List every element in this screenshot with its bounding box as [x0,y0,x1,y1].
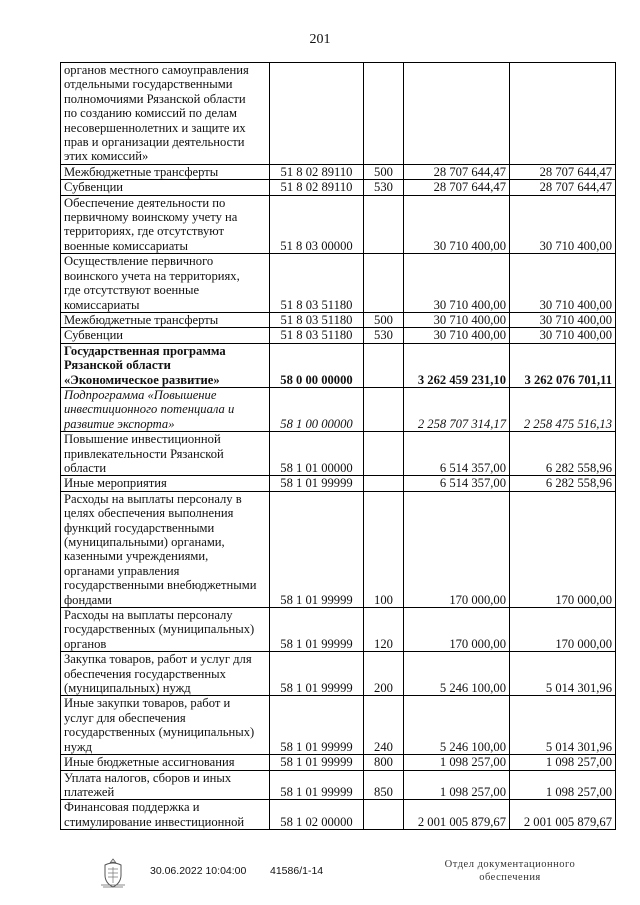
row-sum-2022-cell: 30 710 400,00 [404,195,510,254]
row-sum-2022-executed-cell: 2 001 005 879,67 [510,800,616,830]
table-row [61,63,616,165]
row-sum-2022-cell: 30 710 400,00 [404,328,510,343]
row-name-line: Рязанской области [64,358,171,373]
row-name-line: органов [64,636,107,651]
row-expense-type-cell: 530 [364,180,404,195]
row-expense-type-cell: 120 [364,608,404,652]
page-footer [0,855,640,895]
row-expense-type-cell: 850 [364,770,404,800]
row-name-line: Субвенции [64,180,124,195]
row-sum-2022-executed-cell: 30 710 400,00 [510,312,616,327]
table-row [61,432,616,476]
row-code-cell: 51 8 03 51180 [270,312,364,327]
row-name-line: государственных (муниципальных) [64,725,255,740]
row-name-line: Уплата налогов, сборов и иных [64,770,232,785]
row-sum-2022-cell: 170 000,00 [404,491,510,607]
row-name-line: (муниципальных) нужд [64,681,191,696]
table-row [61,770,616,800]
row-name-line: целях обеспечения выполнения [64,506,234,521]
row-expense-type-cell [364,63,404,165]
row-name-line: по созданию комиссий по делам [64,106,237,121]
row-name-line: обеспечения государственных [64,666,226,681]
row-sum-2022-cell: 30 710 400,00 [404,254,510,313]
department-stamp-line: обеспечения [479,872,541,883]
row-expense-type-cell: 200 [364,652,404,696]
row-name-cell [61,800,270,830]
row-name-cell [61,254,270,313]
row-sum-2022-cell: 28 707 644,47 [404,164,510,179]
stamp-date: 30.06.2022 10:04:00 [150,865,247,877]
row-name-line: отдельными государственными [64,77,233,92]
row-expense-type-cell [364,800,404,830]
row-code-cell [270,63,364,165]
row-name-line: Иные закупки товаров, работ и [64,696,231,711]
row-sum-2022-executed-cell: 28 707 644,47 [510,180,616,195]
row-sum-2022-cell [404,63,510,165]
table-row [61,800,616,830]
coat-of-arms-icon [98,857,128,889]
row-name-line: Обеспечение деятельности по [64,195,226,210]
row-name-line: фондами [64,592,112,607]
row-name-line: функций государственными [64,520,215,535]
row-name-line: Расходы на выплаты персоналу в [64,491,242,506]
row-name-line: Межбюджетные трансферты [64,164,219,179]
row-code-cell: 51 8 02 89110 [270,180,364,195]
table-row [61,476,616,491]
row-name-line: органами управления [64,563,180,578]
row-name-line: Финансовая поддержка и [64,800,200,815]
row-name-cell [61,476,270,491]
row-sum-2022-executed-cell: 5 014 301,96 [510,652,616,696]
table-row [61,343,616,387]
row-sum-2022-cell: 1 098 257,00 [404,770,510,800]
row-code-cell: 58 1 01 99999 [270,696,364,755]
row-sum-2022-executed-cell: 1 098 257,00 [510,755,616,770]
row-sum-2022-cell: 6 514 357,00 [404,476,510,491]
row-sum-2022-cell: 1 098 257,00 [404,755,510,770]
row-name-line: Иные бюджетные ассигнования [64,755,235,770]
row-sum-2022-cell: 5 246 100,00 [404,652,510,696]
row-name-line: развитие экспорта» [64,416,175,431]
row-sum-2022-executed-cell: 30 710 400,00 [510,195,616,254]
row-expense-type-cell [364,254,404,313]
row-sum-2022-executed-cell: 6 282 558,96 [510,432,616,476]
row-code-cell: 58 1 00 00000 [270,387,364,431]
row-sum-2022-executed-cell [510,63,616,165]
row-sum-2022-cell: 2 001 005 879,67 [404,800,510,830]
row-name-line: инвестиционного потенциала и [64,402,235,417]
department-stamp [440,858,580,884]
row-name-line: где отсутствуют военные [64,283,200,298]
row-name-line: первичному воинскому учету на [64,210,238,225]
row-name-line: воинского учета на территориях, [64,268,240,283]
row-name-line: стимулирование инвестиционной [64,814,245,829]
row-sum-2022-executed-cell: 28 707 644,47 [510,164,616,179]
row-sum-2022-executed-cell: 30 710 400,00 [510,328,616,343]
row-sum-2022-cell: 30 710 400,00 [404,312,510,327]
row-name-line: нужд [64,739,92,754]
table-row [61,328,616,343]
row-name-line: Расходы на выплаты персоналу [64,608,233,623]
row-code-cell: 58 1 01 99999 [270,755,364,770]
row-name-line: платежей [64,784,115,799]
row-name-line: «Экономическое развитие» [64,372,220,387]
table-row [61,491,616,607]
table-row [61,755,616,770]
row-sum-2022-executed-cell: 170 000,00 [510,608,616,652]
row-sum-2022-cell: 28 707 644,47 [404,180,510,195]
row-name-cell [61,343,270,387]
row-name-cell [61,652,270,696]
row-sum-2022-executed-cell: 170 000,00 [510,491,616,607]
department-stamp-line: Отдел документационного [444,859,576,870]
row-expense-type-cell: 100 [364,491,404,607]
row-name-line: несовершеннолетних и защите их [64,120,246,135]
row-code-cell: 51 8 02 89110 [270,164,364,179]
row-sum-2022-executed-cell: 30 710 400,00 [510,254,616,313]
row-code-cell: 58 1 01 99999 [270,608,364,652]
row-code-cell: 51 8 03 51180 [270,328,364,343]
row-sum-2022-cell: 170 000,00 [404,608,510,652]
row-name-line: Субвенции [64,328,124,343]
row-name-line: Государственная программа [64,343,226,358]
row-name-cell [61,195,270,254]
row-name-line: Закупка товаров, работ и услуг для [64,652,252,667]
row-name-cell [61,432,270,476]
row-code-cell: 58 1 01 99999 [270,770,364,800]
row-name-line: территориях, где отсутствуют [64,224,224,239]
row-sum-2022-cell: 6 514 357,00 [404,432,510,476]
document-number: 41586/1-14 [270,865,324,877]
table-row [61,254,616,313]
row-name-line: услуг для обеспечения [64,710,186,725]
table-row [61,696,616,755]
budget-table-body [61,63,616,830]
row-code-cell: 58 1 01 99999 [270,652,364,696]
row-name-line: полномочиями Рязанской области [64,91,246,106]
row-name-cell [61,491,270,607]
row-expense-type-cell: 500 [364,164,404,179]
row-name-cell [61,608,270,652]
row-expense-type-cell: 500 [364,312,404,327]
row-name-line: государственных (муниципальных) [64,622,255,637]
table-row [61,164,616,179]
row-code-cell: 58 0 00 00000 [270,343,364,387]
row-sum-2022-executed-cell: 6 282 558,96 [510,476,616,491]
row-name-line: Иные мероприятия [64,476,167,491]
row-name-line: привлекательности Рязанской [64,446,224,461]
table-row [61,180,616,195]
row-expense-type-cell [364,432,404,476]
row-name-cell [61,755,270,770]
row-name-line: прав и организации деятельности [64,135,245,150]
row-expense-type-cell [364,343,404,387]
row-name-line: комиссариаты [64,297,140,312]
table-row [61,608,616,652]
row-expense-type-cell [364,476,404,491]
row-name-cell [61,180,270,195]
row-name-cell [61,63,270,165]
row-name-line: государственными внебюджетными [64,578,257,593]
row-code-cell: 58 1 01 99999 [270,491,364,607]
row-name-cell [61,328,270,343]
row-name-line: Осуществление первичного [64,254,214,269]
row-sum-2022-cell: 3 262 459 231,10 [404,343,510,387]
row-code-cell: 51 8 03 00000 [270,195,364,254]
row-code-cell: 58 1 01 99999 [270,476,364,491]
row-code-cell: 51 8 03 51180 [270,254,364,313]
budget-table [60,62,616,830]
row-sum-2022-executed-cell: 3 262 076 701,11 [510,343,616,387]
row-expense-type-cell: 240 [364,696,404,755]
row-name-line: Подпрограмма «Повышение [64,387,217,402]
row-expense-type-cell: 800 [364,755,404,770]
row-name-line: казенными учреждениями, [64,549,209,564]
row-code-cell: 58 1 01 00000 [270,432,364,476]
table-row [61,312,616,327]
row-name-line: Повышение инвестиционной [64,432,221,447]
row-sum-2022-executed-cell: 1 098 257,00 [510,770,616,800]
row-name-cell [61,312,270,327]
row-sum-2022-cell: 5 246 100,00 [404,696,510,755]
row-code-cell: 58 1 02 00000 [270,800,364,830]
row-name-line: (муниципальными) органами, [64,535,225,549]
row-name-cell [61,164,270,179]
row-expense-type-cell [364,387,404,431]
row-name-line: органов местного самоуправления [64,63,249,77]
row-name-cell [61,387,270,431]
row-name-line: военные комиссариаты [64,238,189,253]
table-row [61,387,616,431]
row-sum-2022-executed-cell: 2 258 475 516,13 [510,387,616,431]
row-name-line: этих комиссий» [64,149,149,164]
row-sum-2022-cell: 2 258 707 314,17 [404,387,510,431]
row-name-line: Межбюджетные трансферты [64,312,219,327]
table-row [61,195,616,254]
row-name-line: области [64,460,107,475]
row-name-cell [61,696,270,755]
row-expense-type-cell [364,195,404,254]
row-name-cell [61,770,270,800]
row-expense-type-cell: 530 [364,328,404,343]
page-number: 201 [309,32,331,47]
row-sum-2022-executed-cell: 5 014 301,96 [510,696,616,755]
table-row [61,652,616,696]
